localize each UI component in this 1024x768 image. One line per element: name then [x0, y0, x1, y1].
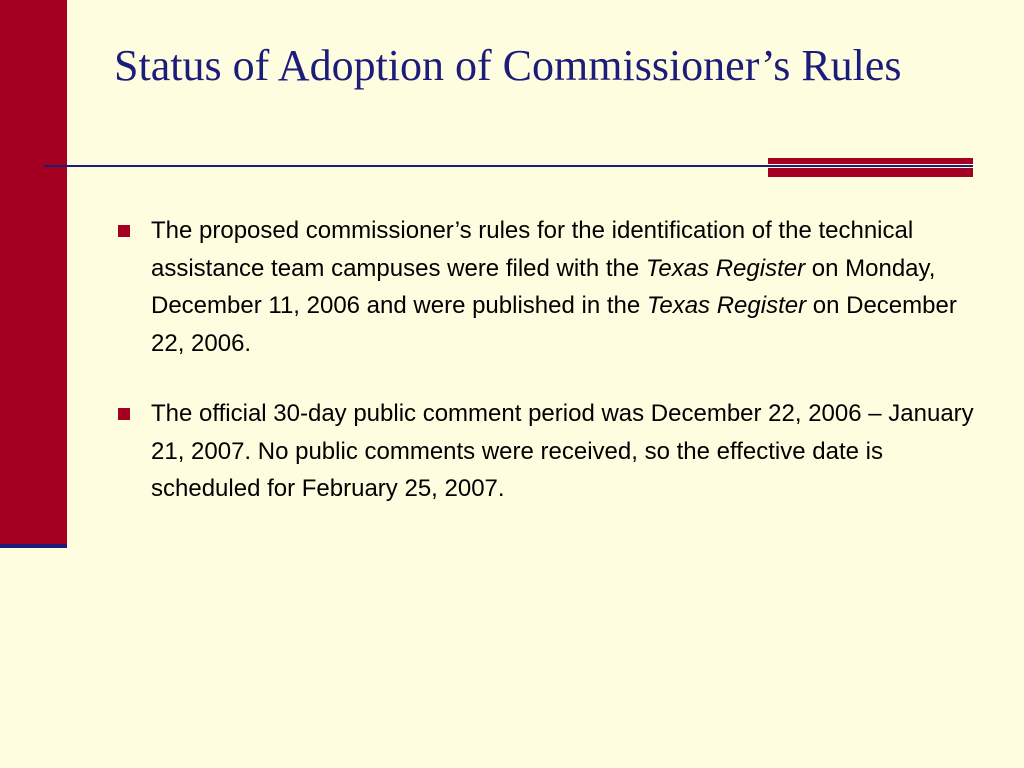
bullet-item — [114, 395, 994, 508]
accent-stripe-middle — [768, 165, 973, 167]
bullet-text: The proposed commissioner’s rules for the identification of the technical assistance team campuses were filed with the Texas Register on Monday, December 11, 2006 and were published in the Texas Register on December 22, 2006. — [151, 217, 957, 357]
left-accent-bar — [0, 0, 67, 544]
square-bullet-icon — [118, 408, 130, 420]
title-accent-bar — [768, 158, 973, 180]
square-bullet-icon — [118, 225, 130, 237]
left-accent-underline — [0, 544, 67, 548]
accent-stripe-top — [768, 158, 973, 164]
publication-name: Texas Register — [646, 292, 807, 319]
bullet-item — [114, 212, 994, 362]
bullet-list — [114, 212, 994, 541]
accent-stripe-bottom — [768, 168, 973, 177]
bullet-text: The official 30-day public comment period was December 22, 2006 – January 21, 2007. No public comments were received, so the effective date is scheduled for February 25, 2007. — [151, 400, 974, 502]
publication-name: Texas Register — [645, 254, 806, 282]
slide-title: Status of Adoption of Commissioner’s Rules — [114, 41, 902, 90]
title-divider — [44, 165, 804, 167]
